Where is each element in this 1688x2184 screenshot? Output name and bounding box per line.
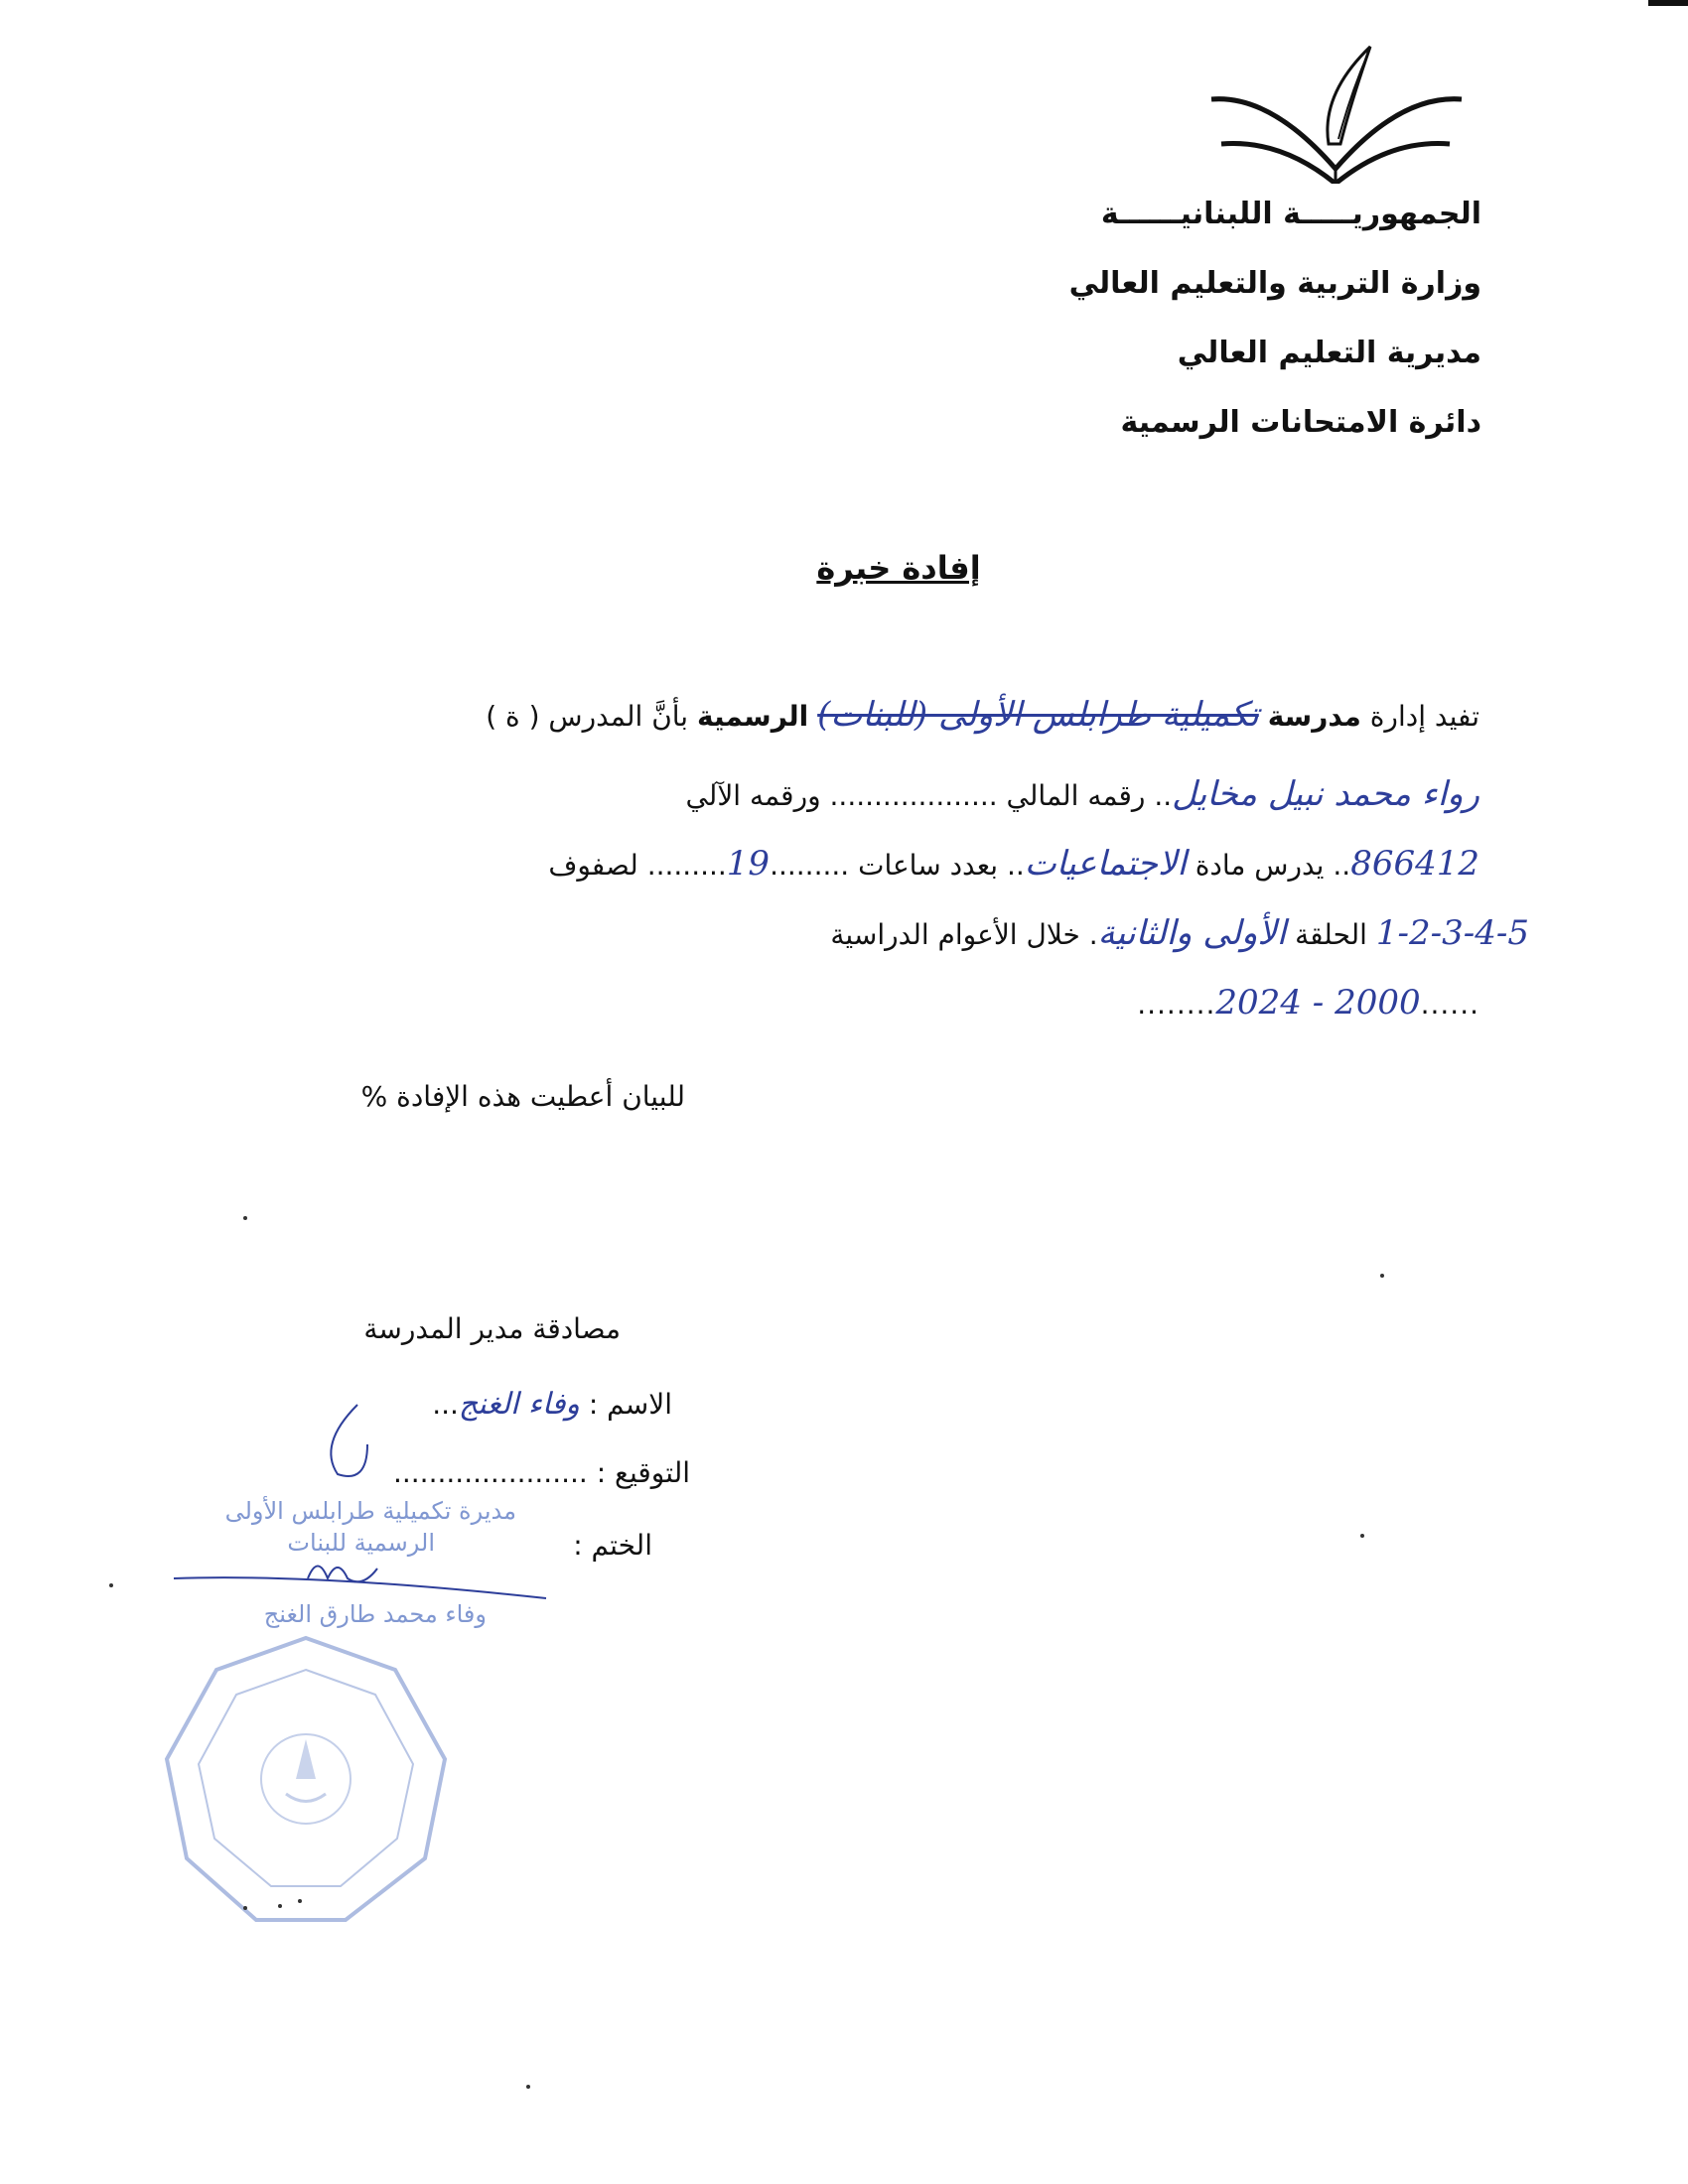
years-value: 2000 - 2024 <box>1215 983 1421 1023</box>
signature-heading: مصادقة مدير المدرسة <box>363 1312 621 1345</box>
stamp-text-line3: وفاء محمد طارق الغنج <box>263 1600 487 1628</box>
financial-number-dots: ................... <box>829 779 998 812</box>
scan-edge-mark <box>1648 0 1688 6</box>
signature-dots: ...................... <box>392 1456 588 1489</box>
header-department: دائرة الامتحانات الرسمية <box>1120 405 1481 440</box>
line1-school-word: مدرسة <box>1267 700 1361 733</box>
name-label: الاسم : <box>588 1388 672 1421</box>
line1-school-name: تكميلية طرابلس الأولى (للبنات) <box>817 695 1259 735</box>
stamp-label: الختم : <box>573 1529 652 1562</box>
teacher-name: رواء محمد نبيل مخايل <box>1172 774 1479 814</box>
header-ministry: وزارة التربية والتعليم العالي <box>1068 266 1481 301</box>
name-value: وفاء الغنج <box>458 1387 580 1422</box>
stamp-text-line1: مديرة تكميلية طرابلس الأولى <box>224 1497 516 1525</box>
scan-speck <box>1360 1534 1364 1538</box>
official-stamp-icon <box>157 1630 455 1928</box>
auto-number-label: ورقمه الآلي <box>685 779 821 812</box>
body-line-3: 866412.. يدرس مادة الاجتماعيات.. بعدد ساعات .........19......... لصفوف <box>548 844 1479 884</box>
scan-speck <box>243 1906 247 1910</box>
hours-value: 19 <box>726 844 771 884</box>
line1-official: الرسمية <box>697 700 809 733</box>
body-line-5: ......2000 - 2024........ <box>1137 983 1479 1023</box>
cycle-value: الأولى والثانية <box>1097 913 1287 953</box>
document-title: إفادة خبرة <box>816 549 981 587</box>
name-handwriting-loop <box>298 1385 576 1484</box>
name-row: الاسم : وفاء الغنج... <box>432 1387 672 1422</box>
scan-speck <box>109 1583 113 1587</box>
ministry-logo-icon <box>1201 45 1470 184</box>
cycle-label: الحلقة <box>1295 918 1367 951</box>
classes-value: 1-2-3-4-5 <box>1375 913 1529 953</box>
subject-value: الاجتماعيات <box>1024 844 1187 884</box>
years-label: خلال الأعوام الدراسية <box>830 918 1080 951</box>
scan-speck <box>278 1904 282 1908</box>
statement: للبيان أعطيت هذه الإفادة % <box>360 1080 685 1113</box>
classes-label: لصفوف <box>548 849 638 882</box>
body-line-1 <box>486 695 1479 735</box>
financial-number-label: رقمه المالي <box>1006 779 1146 812</box>
body-line-2: رواء محمد نبيل مخايل.. رقمه المالي ................... ورقمه الآلي <box>685 774 1479 814</box>
auto-number-value: 866412 <box>1350 844 1479 884</box>
stamp-text-line2: الرسمية للبنات <box>287 1529 435 1557</box>
scan-speck <box>526 2085 530 2089</box>
subject-label: يدرس مادة <box>1195 849 1325 882</box>
header-republic: الجمهوريـــــة اللبنانيــــــة <box>1100 197 1481 231</box>
principal-signature <box>169 1549 566 1628</box>
line1-suffix: بأنَّ المدرس ( ة ) <box>486 700 689 733</box>
signature-label: التوقيع : <box>596 1456 690 1489</box>
scan-speck <box>243 1216 247 1220</box>
line1-prefix: تفيد إدارة <box>1369 700 1479 733</box>
body-line-4: 1-2-3-4-5 الحلقة الأولى والثانية. خلال الأعوام الدراسية <box>830 913 1529 953</box>
header-directorate: مديرية التعليم العالي <box>1177 336 1481 370</box>
hours-label: بعدد ساعات <box>858 849 999 882</box>
scan-speck <box>298 1899 302 1903</box>
scan-speck <box>1380 1274 1384 1278</box>
